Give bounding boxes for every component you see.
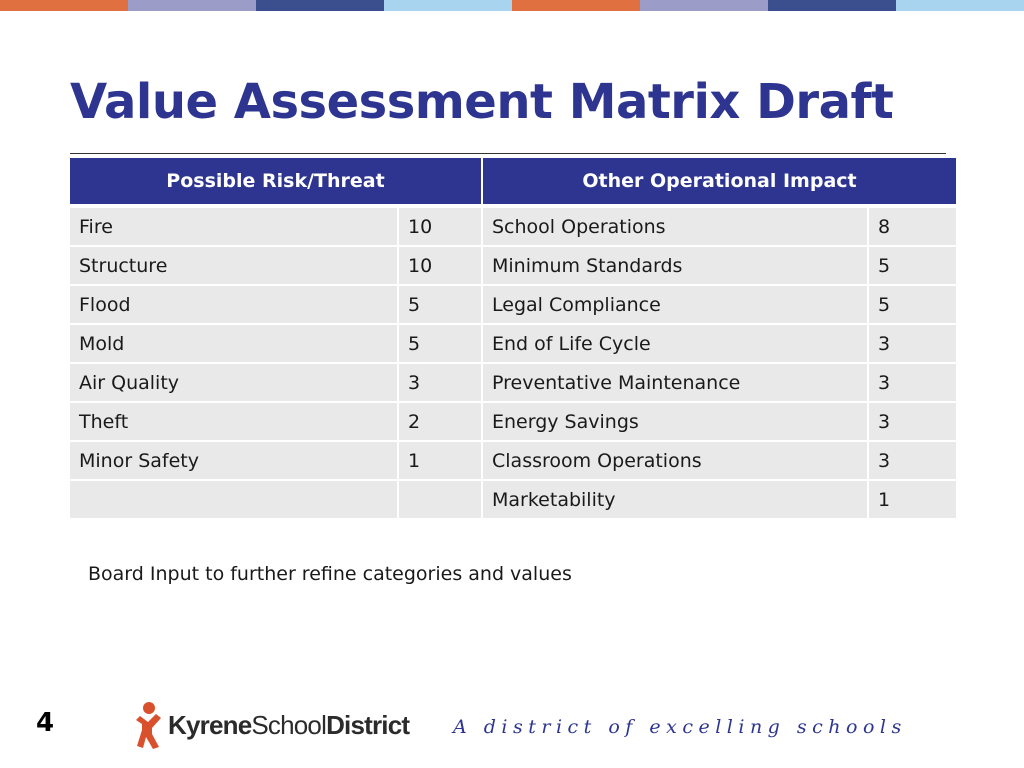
impact-cell: Marketability <box>482 480 868 519</box>
footer-tagline: A district of excelling schools <box>453 716 907 738</box>
impact-value-cell: 3 <box>868 324 957 363</box>
impact-value-cell: 3 <box>868 402 957 441</box>
impact-value-cell: 1 <box>868 480 957 519</box>
impact-cell: Classroom Operations <box>482 441 868 480</box>
risk-cell: Fire <box>69 206 398 246</box>
impact-cell: Minimum Standards <box>482 246 868 285</box>
risk-value-cell: 3 <box>398 363 482 402</box>
stripe-segment <box>384 0 512 11</box>
risk-cell <box>69 480 398 519</box>
risk-value-cell: 5 <box>398 285 482 324</box>
title-divider <box>70 153 946 154</box>
impact-cell: End of Life Cycle <box>482 324 868 363</box>
table-row <box>69 402 957 441</box>
table-row <box>69 324 957 363</box>
risk-cell: Theft <box>69 402 398 441</box>
table-row <box>69 206 957 246</box>
stripe-segment <box>0 0 128 11</box>
logo-word-kyrene: Kyrene <box>168 709 252 740</box>
value-assessment-table <box>68 156 958 520</box>
person-icon <box>134 700 164 750</box>
risk-cell: Structure <box>69 246 398 285</box>
logo-word-district: District <box>326 709 410 740</box>
table-row <box>69 363 957 402</box>
impact-cell: Energy Savings <box>482 402 868 441</box>
risk-cell: Flood <box>69 285 398 324</box>
slide-title: Value Assessment Matrix Draft <box>70 74 894 130</box>
risk-cell: Mold <box>69 324 398 363</box>
stripe-segment <box>640 0 768 11</box>
impact-cell: Preventative Maintenance <box>482 363 868 402</box>
impact-value-cell: 3 <box>868 363 957 402</box>
risk-cell: Minor Safety <box>69 441 398 480</box>
table-row <box>69 441 957 480</box>
impact-value-cell: 8 <box>868 206 957 246</box>
impact-value-cell: 5 <box>868 246 957 285</box>
impact-cell: School Operations <box>482 206 868 246</box>
impact-value-cell: 3 <box>868 441 957 480</box>
kyrene-logo <box>134 700 409 750</box>
logo-wordmark <box>168 710 409 741</box>
top-color-stripe <box>0 0 1024 11</box>
logo-word-school: School <box>251 709 327 740</box>
page-number: 4 <box>36 708 55 738</box>
impact-value-cell: 5 <box>868 285 957 324</box>
stripe-segment <box>768 0 896 11</box>
risk-value-cell: 1 <box>398 441 482 480</box>
risk-value-cell: 5 <box>398 324 482 363</box>
stripe-segment <box>256 0 384 11</box>
risk-value-cell <box>398 480 482 519</box>
header-possible-risk: Possible Risk/Threat <box>69 157 482 206</box>
stripe-segment <box>128 0 256 11</box>
impact-cell: Legal Compliance <box>482 285 868 324</box>
board-input-note: Board Input to further refine categories and values <box>88 563 572 585</box>
risk-value-cell: 10 <box>398 206 482 246</box>
risk-value-cell: 10 <box>398 246 482 285</box>
header-operational-impact: Other Operational Impact <box>482 157 957 206</box>
table-header-row <box>69 157 957 206</box>
risk-value-cell: 2 <box>398 402 482 441</box>
table-row <box>69 480 957 519</box>
stripe-segment <box>896 0 1024 11</box>
table-row <box>69 285 957 324</box>
stripe-segment <box>512 0 640 11</box>
risk-cell: Air Quality <box>69 363 398 402</box>
table-row <box>69 246 957 285</box>
